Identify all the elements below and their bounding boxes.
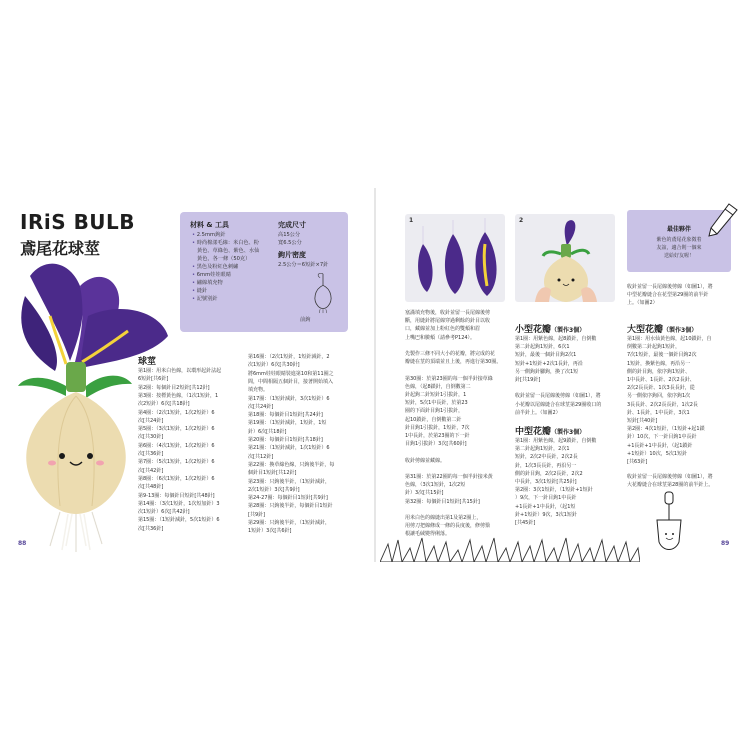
gauge-heading: 鉤片密度 <box>278 251 306 259</box>
book-spread <box>0 188 750 562</box>
instruction-line: 塞滿填充物後，收針並留一長尾線後剪 <box>405 310 491 316</box>
instruction-line: 針+1短針）9次，3次1短針 <box>515 511 577 518</box>
instruction-line: 側的針目鉤，依序鉤1短針、 <box>627 368 691 375</box>
instruction-line: 1短針，換紫色線，再沿另一 <box>627 360 691 367</box>
title-english: IRiS BULB <box>20 210 136 234</box>
hint-line: 紫色的鳶尾花象徵着 <box>656 237 702 243</box>
instruction-line: 第31圈：於第22圈的每一個半針接米黃 <box>405 474 493 480</box>
instruction-line: 上嘴巴和臉頰（請參考P124）。 <box>405 334 476 341</box>
instruction-line: 用剪刀把線條成一條的長度後，修剪鬚 <box>405 523 491 530</box>
materials-box <box>180 212 348 332</box>
instruction-line: 1短針）3次[共6針] <box>248 528 292 535</box>
instruction-line: 第16圈：（2次1短針，1短針減針，2 <box>248 354 330 360</box>
instruction-line: 第3圈：按標黃色線，（1次1短針，1 <box>138 392 219 399</box>
instruction-line: 第17圈：（1短針減針，3次1短針）6 <box>248 395 330 402</box>
instruction-line: 次[共36針] <box>138 451 164 457</box>
instruction-line: 次2短針）6次[共18針] <box>138 401 190 408</box>
instruction-line: +1長針+1中長針，（起1短 <box>515 503 576 510</box>
instruction-line: 次[共36針] <box>138 525 164 532</box>
instruction-line: 色線，（3次1短針，1次2短 <box>405 482 466 489</box>
materials-heading: 材料 & 工具 <box>190 221 229 229</box>
page-number-right: 89 <box>721 540 730 547</box>
materials-item: 黃色、草綠色、紫色、水仙 <box>197 248 260 254</box>
instruction-line: 短針[共40針] <box>627 418 658 424</box>
instruction-line: 第1圈：用水仙黃色線，起10鎖針，自 <box>627 336 712 342</box>
instruction-line: 短針，5次1中長針，於第23 <box>405 400 468 407</box>
instruction-line: 第2圈：4次1短針，（1短針+起1鎖 <box>627 426 705 433</box>
instruction-line: 小花瓣以尾線縫合在球莖第29圈收口的 <box>515 401 602 408</box>
instruction-line: 用米白色的線縫出第1及第2圈上， <box>405 515 482 521</box>
materials-item: • 繡線填充物 <box>192 280 223 286</box>
right-page <box>375 188 750 562</box>
instruction-line: 第21圈：（1短針減針，1次1短針）6 <box>248 445 330 452</box>
materials-item: 黃色，各一條（50克） <box>197 256 251 262</box>
small-petal-heading: 小型花瓣（製作3個） <box>515 325 586 335</box>
instruction-line: 第1圈：用紫色線，起8鎖針，自倒數 <box>515 336 597 342</box>
instruction-line: 針[共19針] <box>515 377 541 383</box>
instruction-line: 第8圈：（6次1短針，1次2短針）6 <box>138 475 215 482</box>
instruction-line: 圈的下面針目鉤1引拔針， <box>405 408 464 415</box>
instruction-line: 第1圈：用米白色線，以環形起針法起 <box>138 368 222 374</box>
instruction-line: 大花瓣縫合在球莖第28圈的前半針上。 <box>627 482 714 489</box>
size-line: 寬6.5公分 <box>278 240 302 246</box>
mid-petal-heading: 中型花瓣（製作3個） <box>515 427 586 437</box>
instruction-line: 收針並留一長尾線後剪線（如圖1），將 <box>627 284 713 290</box>
instruction-line: 第32圈：每個針目1短針[共15針] <box>405 498 480 505</box>
instruction-line: 上。（如圖2） <box>627 300 658 307</box>
instruction-line: 第9-13圈：每個針目短針[共48針] <box>138 492 215 499</box>
instruction-line: 短針+1短針+2次1長針，再沿 <box>515 360 583 367</box>
instruction-line: ）9次，下一針目鉤1中長針 <box>515 495 577 502</box>
instruction-line: 口，藏線並加上粉紅色的雙頰和眉 <box>405 326 481 333</box>
instruction-line: 第14圈：（3次1短針，1次短加針）3 <box>138 500 220 507</box>
instruction-line: 針，1次3長長針，再沿另一 <box>515 462 577 469</box>
instruction-line: 次[共30針] <box>138 434 164 441</box>
instruction-line: 次[共42針] <box>138 467 164 474</box>
large-petal-heading: 大型花瓣（製作3個） <box>627 325 698 335</box>
instruction-line: 第24-27圈：每個針目1短針[共9針] <box>248 495 328 502</box>
instruction-line: +1長針+1中長針，（起1鎖針 <box>627 442 693 449</box>
instruction-line: 次[共48針] <box>138 484 164 491</box>
hint-title: 最佳夥伴 <box>666 226 691 233</box>
instruction-line: 針）6次[共18針] <box>248 428 287 435</box>
instruction-line: 另一側依序鉤回，依序鉤1次 <box>627 393 691 400</box>
instruction-line: 針起鉤二針短針1引拔針，1 <box>405 392 467 398</box>
pencil-icon <box>705 200 739 240</box>
title-chinese: 鳶尾花球莖 <box>20 239 101 258</box>
instruction-line: 3長長針、2次2長長針，1次2長 <box>627 401 698 408</box>
materials-item: • 6mm娃娃眼睛 <box>192 272 231 278</box>
instruction-line: 第15圈：（1短針減針，5次1短針）6 <box>138 517 220 524</box>
instruction-line: 第2圈：3次1短針，（1短針+1短針 <box>515 487 593 494</box>
instruction-line: +1短針）10次，5次1短針 <box>627 450 688 457</box>
instruction-line: 前半針上。（如圖2） <box>515 409 561 416</box>
instruction-line: 短針，2次2中長針，2次2長 <box>515 454 578 461</box>
instruction-line: 1中長針、1長針、2次2長針、 <box>627 377 695 383</box>
instruction-line: 目鉤1引拔針）3次[共60針] <box>405 441 467 448</box>
materials-item: • 黑色及粉紅色刺繡 <box>192 264 239 270</box>
instruction-line: 第二針起鉤1短針，2次1 <box>515 446 570 453</box>
hint-line: 送給好友喔！ <box>663 253 694 259</box>
instruction-line: 第18圈：每個針目1短針[共24針] <box>248 412 323 419</box>
instruction-line: 中長針，3次1短針[共25針] <box>515 479 577 485</box>
instruction-line: 收針並留一長尾線後剪線（如圖1），將 <box>627 474 713 480</box>
instruction-line: [共63針] <box>627 459 648 465</box>
instruction-line: 第19圈：（1短針減針，1短針，1短 <box>248 420 327 427</box>
photo-number: 2 <box>519 217 524 224</box>
instruction-line: [共45針] <box>515 520 536 526</box>
instruction-line: 個針目1短針[共12針] <box>248 470 297 477</box>
materials-item: • 縫針 <box>192 288 208 294</box>
instruction-line: 第4圈：（2次1短針，1次2短針）6 <box>138 409 215 416</box>
instruction-line: [共9針] <box>248 511 266 518</box>
instruction-line: 次[共24針] <box>138 417 164 424</box>
materials-item: • 2.5mm鉤針 <box>192 232 226 238</box>
instruction-line: 6短針[共6針] <box>138 376 169 383</box>
step-photo-2 <box>515 214 615 302</box>
bulb-sketch-icon <box>308 270 338 314</box>
instruction-line: 填充物。 <box>248 387 269 394</box>
instruction-line: 次[共24針] <box>248 403 274 410</box>
instruction-line: 針、1長針，1中長針，3次1 <box>627 409 690 416</box>
instruction-line: 第30圈：於第23圈的每一個半針接草綠 <box>405 375 493 382</box>
instruction-line: 第23圈：只鉤後半針，（1短針減針， <box>248 478 331 485</box>
instruction-line: 2次2長長針、1次3長長針，從 <box>627 385 695 392</box>
bulb-in-hand-photo <box>515 214 615 302</box>
grass-decoration-icon <box>380 534 640 562</box>
instruction-line: 第5圈：（3次1短針，1次2短針）6 <box>138 426 215 433</box>
instruction-line: 中型花瓣縫合在花型第29圈的前半針 <box>627 292 709 299</box>
instruction-line: 短針，最後一個針目鉤2次1 <box>515 352 577 359</box>
instruction-line: 另一側鉤針腳鉤，換了次1短 <box>515 368 579 375</box>
instruction-line: 收針剪線並藏線。 <box>405 457 446 464</box>
materials-item: • 記號別針 <box>192 296 218 302</box>
instruction-line: 倒數第二針起鉤1短針， <box>627 344 681 351</box>
bulb-heading: 球莖 <box>138 357 157 367</box>
instruction-line: 第28圈：只鉤後半針，每個針目1短針 <box>248 503 333 510</box>
instruction-line: 針）3次[共15針] <box>405 490 444 497</box>
instruction-line: 起10鎖針，自倒數第二針 <box>405 416 462 423</box>
instruction-line: 第1圈：用紫色線，起9鎖針，自倒數 <box>515 438 597 444</box>
instruction-line: 收針並留一長尾線後剪線（如圖1），將 <box>515 393 601 400</box>
size-line: 高15公分 <box>278 232 301 238</box>
instruction-line: 色線，（起8鎖針，自倒數第二 <box>405 383 471 390</box>
instruction-line: 第29圈：只鉤後半針，（1短針減針， <box>248 520 331 526</box>
instruction-line: 第二針起鉤1短針，6次1 <box>515 344 570 351</box>
photo-number: 1 <box>409 217 414 224</box>
instruction-line: 第2圈：每個針目2短針[共12針] <box>138 384 210 391</box>
instruction-line: 第22圈：換草綠色線，只鉤後半針，每 <box>248 461 335 468</box>
instruction-line: 次1短針）6次[共42針] <box>138 509 190 516</box>
page-number-left: 88 <box>18 540 27 547</box>
instruction-line: 第20圈：每個針目1短針[共18針] <box>248 437 323 443</box>
instruction-line: 第6圈：（4次1短針，1次2短針）6 <box>138 442 215 449</box>
instruction-line: 瓣縫在莖的頂端並且上後，再進行第30圈。 <box>405 359 502 366</box>
petals-photo <box>405 214 505 302</box>
instruction-line: 斷，用縫針將尾線穿過剩餘的針目以收 <box>405 318 491 325</box>
left-page <box>0 188 375 562</box>
instruction-line: 2次1短針）3次[共9針] <box>248 486 300 493</box>
instruction-line: 次[共12針] <box>248 453 274 460</box>
instruction-line: 將6mm娃娃眼睛裝進第10和第11圈之 <box>248 370 334 377</box>
hint-line: 友誼，適合則一個來 <box>656 245 702 251</box>
materials-item: • 時尚棉漾毛線：米白色、粉 <box>192 240 259 246</box>
instruction-line: 根讓毛絨變得俐落。 <box>405 531 451 538</box>
instruction-line: 針）10次，下一針目鉤1中長針 <box>627 434 697 441</box>
instruction-line: 7次1短針，最後一個針目鉤2次 <box>627 352 697 359</box>
instruction-line: 間，中間相隔五個針目，接著開始填入 <box>248 378 334 385</box>
instruction-line: 先製作三條不同大小的花瓣，將完成的花 <box>405 351 496 357</box>
shovel-icon <box>647 490 691 556</box>
step-photo-1 <box>405 214 505 302</box>
instruction-line: 第7圈：（5次1短針，1次2短針）6 <box>138 459 215 466</box>
size-heading: 完成尺寸 <box>278 221 306 229</box>
instruction-line: 側的針目鉤，2次2長針，2次2 <box>515 470 583 477</box>
gauge-line: 2.5公分＝6短針×7針 <box>278 262 329 268</box>
instruction-line: 次1短針）6次[共30針] <box>248 362 300 369</box>
instruction-line: 1中長針，於第23圈的下一針 <box>405 433 470 439</box>
sketch-label: 前鉤 <box>300 317 311 323</box>
instruction-line: 針目鉤1引拔針，1短針，7次 <box>405 424 470 431</box>
